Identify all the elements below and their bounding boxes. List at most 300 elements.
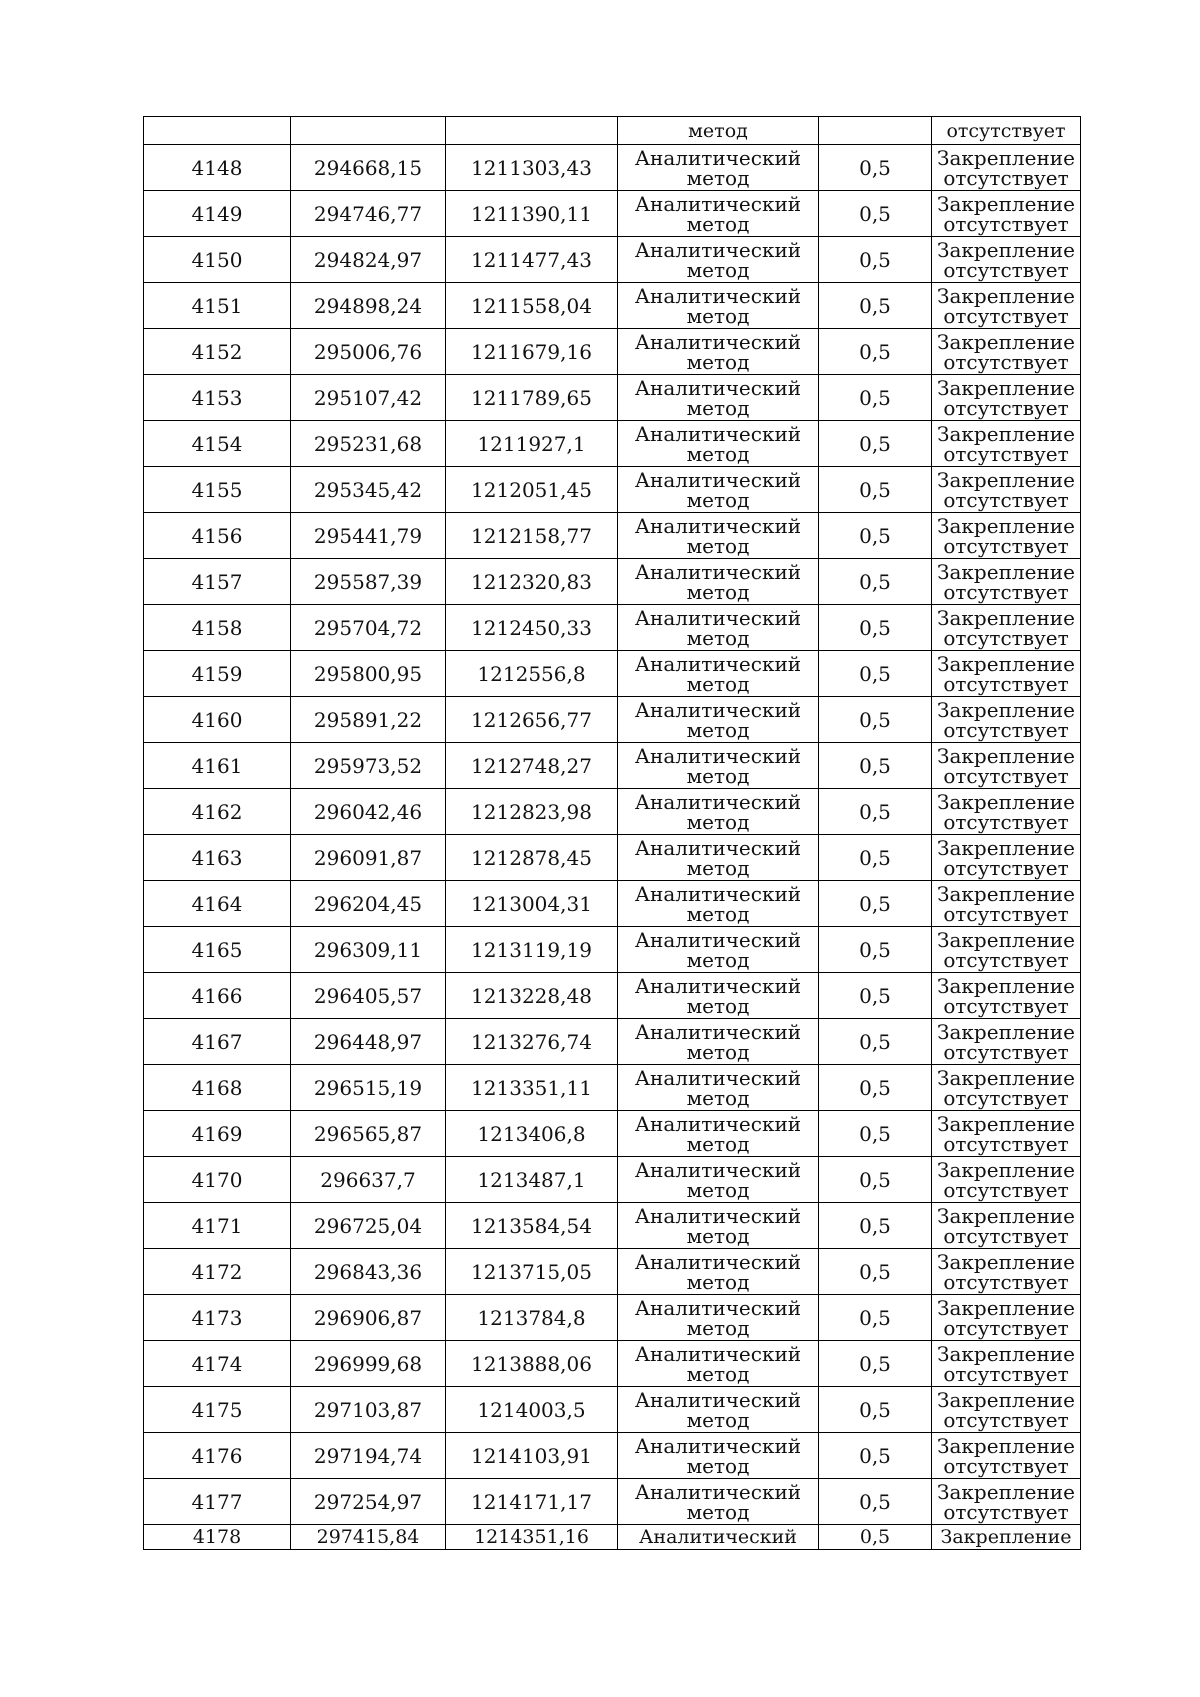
method-cell — [618, 1065, 819, 1111]
fixing-line-1: Закрепление — [937, 1249, 1075, 1274]
method-line-1: Аналитический — [634, 1111, 802, 1136]
y-coordinate-cell: 1213351,11 — [446, 1065, 618, 1111]
fixing-line-1: Закрепление — [937, 1341, 1075, 1366]
point-number-cell: 4155 — [144, 467, 291, 513]
x-coordinate-cell: 294668,15 — [291, 145, 446, 191]
y-coordinate-cell: 1212748,27 — [446, 743, 618, 789]
table-row — [144, 513, 1081, 559]
y-coordinate-cell: 1212158,77 — [446, 513, 618, 559]
method-line-2: метод — [686, 763, 750, 788]
x-coordinate-cell: 296091,87 — [291, 835, 446, 881]
accuracy-cell: 0,5 — [819, 697, 932, 743]
method-cell — [618, 467, 819, 513]
x-coordinate-cell: 295587,39 — [291, 559, 446, 605]
accuracy-cell: 0,5 — [819, 1341, 932, 1387]
y-coordinate-cell: 1214351,16 — [446, 1525, 618, 1550]
fixing-cell — [932, 927, 1081, 973]
x-coordinate-cell: 296843,36 — [291, 1249, 446, 1295]
x-coordinate-cell: 297103,87 — [291, 1387, 446, 1433]
method-line-2: метод — [686, 257, 750, 282]
fixing-line-1: Закрепление — [937, 1019, 1075, 1044]
fixing-line-1: Закрепление — [937, 421, 1075, 446]
fixing-cell — [932, 1295, 1081, 1341]
fixing-cell — [932, 605, 1081, 651]
x-coordinate-cell: 296042,46 — [291, 789, 446, 835]
fixing-line-2: отсутствует — [943, 1499, 1069, 1524]
method-cell — [618, 1433, 819, 1479]
fixing-line-2: отсутствует — [943, 993, 1069, 1018]
table-row — [144, 191, 1081, 237]
method-line-2: метод — [686, 303, 750, 328]
x-coordinate-cell: 295973,52 — [291, 743, 446, 789]
fixing-cell — [932, 513, 1081, 559]
y-coordinate-cell: 1211927,1 — [446, 421, 618, 467]
method-line-1: Аналитический — [634, 283, 802, 308]
method-cell — [618, 513, 819, 559]
method-line-2: метод — [686, 717, 750, 742]
point-number-cell: 4169 — [144, 1111, 291, 1157]
table-row — [144, 145, 1081, 191]
method-line-1: Аналитический — [634, 375, 802, 400]
fixing-line-1: Закрепление — [937, 651, 1075, 676]
method-line-1: Аналитический — [634, 605, 802, 630]
table-row-last — [144, 1525, 1081, 1550]
point-number-cell: 4165 — [144, 927, 291, 973]
fixing-line-1: Закрепление — [937, 1295, 1075, 1320]
method-line-2: метод — [686, 901, 750, 926]
fixing-line-1: Закрепление — [937, 1203, 1075, 1228]
method-line-2: метод — [686, 855, 750, 880]
fixing-line-2: отсутствует — [943, 671, 1069, 696]
fixing-cell: отсутствует — [932, 117, 1081, 145]
accuracy-cell: 0,5 — [819, 559, 932, 605]
accuracy-cell: 0,5 — [819, 421, 932, 467]
table-row — [144, 1295, 1081, 1341]
method-cell — [618, 835, 819, 881]
accuracy-cell: 0,5 — [819, 881, 932, 927]
fixing-line-1: Закрепление — [937, 513, 1075, 538]
table-row — [144, 881, 1081, 927]
point-number-cell: 4150 — [144, 237, 291, 283]
fixing-cell — [932, 743, 1081, 789]
accuracy-cell: 0,5 — [819, 237, 932, 283]
table-row — [144, 1341, 1081, 1387]
point-number-cell: 4151 — [144, 283, 291, 329]
fixing-line-2: отсутствует — [943, 211, 1069, 236]
table-row — [144, 835, 1081, 881]
y-coordinate-cell: 1213888,06 — [446, 1341, 618, 1387]
point-number-cell: 4176 — [144, 1433, 291, 1479]
fixing-line-2: отсутствует — [943, 901, 1069, 926]
fixing-cell — [932, 1341, 1081, 1387]
method-cell — [618, 927, 819, 973]
method-line-1: Аналитический — [634, 881, 802, 906]
fixing-cell — [932, 973, 1081, 1019]
fixing-line-1: Закрепление — [937, 743, 1075, 768]
fixing-cell — [932, 421, 1081, 467]
method-line-1: Аналитический — [634, 1203, 802, 1228]
method-line-1: Аналитический — [634, 145, 802, 170]
fixing-line-2: отсутствует — [943, 395, 1069, 420]
method-cell — [618, 789, 819, 835]
method-cell — [618, 1387, 819, 1433]
fixing-line-2: отсутствует — [943, 1039, 1069, 1064]
method-line-2: метод — [686, 809, 750, 834]
method-line-1: Аналитический — [634, 513, 802, 538]
method-line-1: Аналитический — [634, 973, 802, 998]
method-cell — [618, 973, 819, 1019]
fixing-cell — [932, 467, 1081, 513]
fixing-line-1: Закрепление — [937, 559, 1075, 584]
fixing-cell — [932, 881, 1081, 927]
y-coordinate-cell: 1211558,04 — [446, 283, 618, 329]
y-coordinate-cell: 1211390,11 — [446, 191, 618, 237]
method-line-1: Аналитический — [634, 789, 802, 814]
point-number-cell: 4149 — [144, 191, 291, 237]
fixing-cell — [932, 1479, 1081, 1525]
method-line-1: Аналитический — [634, 835, 802, 860]
table-row — [144, 283, 1081, 329]
fixing-line-2: отсутствует — [943, 441, 1069, 466]
fixing-line-2: отсутствует — [943, 487, 1069, 512]
method-cell — [618, 145, 819, 191]
method-line-2: метод — [686, 1361, 750, 1386]
method-line-1: Аналитический — [634, 1433, 802, 1458]
table-row — [144, 1479, 1081, 1525]
method-cell — [618, 1203, 819, 1249]
method-line-2: метод — [686, 1177, 750, 1202]
fixing-line-2: отсутствует — [943, 257, 1069, 282]
method-cell — [618, 191, 819, 237]
table-row — [144, 605, 1081, 651]
fixing-line-2: отсутствует — [943, 1315, 1069, 1340]
x-coordinate-cell: 296999,68 — [291, 1341, 446, 1387]
fixing-line-1: Закрепление — [937, 467, 1075, 492]
y-coordinate-cell: 1213715,05 — [446, 1249, 618, 1295]
fixing-cell — [932, 697, 1081, 743]
x-coordinate-cell: 296637,7 — [291, 1157, 446, 1203]
method-cell — [618, 1295, 819, 1341]
table-row — [144, 1019, 1081, 1065]
accuracy-cell: 0,5 — [819, 1157, 932, 1203]
accuracy-cell: 0,5 — [819, 1019, 932, 1065]
x-coordinate-cell: 296405,57 — [291, 973, 446, 1019]
fixing-cell — [932, 1019, 1081, 1065]
table-row — [144, 927, 1081, 973]
method-line-1: Аналитический — [634, 1065, 802, 1090]
fixing-line-2: отсутствует — [943, 809, 1069, 834]
accuracy-cell: 0,5 — [819, 1203, 932, 1249]
table-row — [144, 1157, 1081, 1203]
point-number-cell: 4164 — [144, 881, 291, 927]
x-coordinate-cell: 296565,87 — [291, 1111, 446, 1157]
y-coordinate-cell — [446, 117, 618, 145]
fixing-cell — [932, 1157, 1081, 1203]
y-coordinate-cell: 1211789,65 — [446, 375, 618, 421]
method-cell — [618, 651, 819, 697]
fixing-line-1: Закрепление — [937, 1157, 1075, 1182]
accuracy-cell: 0,5 — [819, 605, 932, 651]
fixing-line-2: отсутствует — [943, 303, 1069, 328]
fixing-line-2: отсутствует — [943, 1131, 1069, 1156]
method-line-1: Аналитический — [634, 697, 802, 722]
point-number-cell: 4177 — [144, 1479, 291, 1525]
method-line-1: Аналитический — [634, 1157, 802, 1182]
method-line-1: Аналитический — [634, 421, 802, 446]
fixing-line-2: отсутствует — [943, 349, 1069, 374]
point-number-cell: 4152 — [144, 329, 291, 375]
method-line-1: Аналитический — [634, 1341, 802, 1366]
table-row — [144, 237, 1081, 283]
x-coordinate-cell: 294824,97 — [291, 237, 446, 283]
accuracy-cell: 0,5 — [819, 835, 932, 881]
method-line-2: метод — [686, 211, 750, 236]
coordinates-table-body — [144, 117, 1081, 1550]
point-number-cell: 4154 — [144, 421, 291, 467]
x-coordinate-cell: 295107,42 — [291, 375, 446, 421]
y-coordinate-cell: 1211477,43 — [446, 237, 618, 283]
accuracy-cell: 0,5 — [819, 789, 932, 835]
fixing-line-1: Закрепление — [937, 1387, 1075, 1412]
accuracy-cell: 0,5 — [819, 283, 932, 329]
fixing-cell — [932, 191, 1081, 237]
y-coordinate-cell: 1211679,16 — [446, 329, 618, 375]
x-coordinate-cell: 295704,72 — [291, 605, 446, 651]
method-line-2: метод — [686, 165, 750, 190]
point-number-cell: 4160 — [144, 697, 291, 743]
point-number-cell: 4167 — [144, 1019, 291, 1065]
accuracy-cell: 0,5 — [819, 375, 932, 421]
table-row — [144, 651, 1081, 697]
x-coordinate-cell: 296725,04 — [291, 1203, 446, 1249]
method-cell — [618, 1157, 819, 1203]
table-row — [144, 1203, 1081, 1249]
x-coordinate-cell: 295441,79 — [291, 513, 446, 559]
method-line-2: метод — [686, 671, 750, 696]
x-coordinate-cell: 296906,87 — [291, 1295, 446, 1341]
accuracy-cell: 0,5 — [819, 467, 932, 513]
fixing-line-2: отсутствует — [943, 625, 1069, 650]
y-coordinate-cell: 1214003,5 — [446, 1387, 618, 1433]
y-coordinate-cell: 1214103,91 — [446, 1433, 618, 1479]
method-line-2: метод — [686, 1131, 750, 1156]
method-cell — [618, 697, 819, 743]
method-line-1: Аналитический — [634, 1295, 802, 1320]
point-number-cell: 4157 — [144, 559, 291, 605]
table-row-continued — [144, 117, 1081, 145]
fixing-cell — [932, 1065, 1081, 1111]
y-coordinate-cell: 1212450,33 — [446, 605, 618, 651]
fixing-line-2: отсутствует — [943, 533, 1069, 558]
y-coordinate-cell: 1214171,17 — [446, 1479, 618, 1525]
method-line-1: Аналитический — [634, 927, 802, 952]
method-line-2: метод — [686, 1407, 750, 1432]
method-cell — [618, 1019, 819, 1065]
point-number-cell: 4159 — [144, 651, 291, 697]
y-coordinate-cell: 1213119,19 — [446, 927, 618, 973]
x-coordinate-cell: 297194,74 — [291, 1433, 446, 1479]
fixing-cell — [932, 789, 1081, 835]
method-line-1: Аналитический — [634, 1479, 802, 1504]
method-cell — [618, 375, 819, 421]
method-line-2: метод — [686, 487, 750, 512]
method-cell — [618, 421, 819, 467]
y-coordinate-cell: 1213004,31 — [446, 881, 618, 927]
method-cell — [618, 1111, 819, 1157]
table-row — [144, 789, 1081, 835]
fixing-line-1: Закрепление — [937, 697, 1075, 722]
y-coordinate-cell: 1212051,45 — [446, 467, 618, 513]
method-line-2: метод — [686, 993, 750, 1018]
fixing-line-1: Закрепление — [937, 375, 1075, 400]
method-line-1: Аналитический — [634, 329, 802, 354]
y-coordinate-cell: 1213584,54 — [446, 1203, 618, 1249]
x-coordinate-cell: 294746,77 — [291, 191, 446, 237]
method-cell: Аналитический — [618, 1525, 819, 1550]
fixing-line-2: отсутствует — [943, 1361, 1069, 1386]
point-number-cell: 4174 — [144, 1341, 291, 1387]
x-coordinate-cell: 296448,97 — [291, 1019, 446, 1065]
method-line-1: Аналитический — [634, 237, 802, 262]
table-row — [144, 467, 1081, 513]
point-number-cell: 4166 — [144, 973, 291, 1019]
fixing-cell — [932, 1203, 1081, 1249]
table-row — [144, 743, 1081, 789]
accuracy-cell: 0,5 — [819, 191, 932, 237]
point-number-cell: 4148 — [144, 145, 291, 191]
fixing-cell — [932, 651, 1081, 697]
fixing-cell — [932, 1433, 1081, 1479]
y-coordinate-cell: 1213784,8 — [446, 1295, 618, 1341]
fixing-line-1: Закрепление — [937, 1433, 1075, 1458]
fixing-line-1: Закрепление — [937, 1065, 1075, 1090]
method-line-2: метод — [686, 625, 750, 650]
fixing-line-2: отсутствует — [943, 1407, 1069, 1432]
fixing-cell — [932, 559, 1081, 605]
y-coordinate-cell: 1213406,8 — [446, 1111, 618, 1157]
method-line-2: метод — [686, 1039, 750, 1064]
fixing-cell — [932, 1249, 1081, 1295]
method-cell — [618, 237, 819, 283]
accuracy-cell: 0,5 — [819, 1249, 932, 1295]
point-number-cell: 4163 — [144, 835, 291, 881]
method-line-2: метод — [686, 1453, 750, 1478]
table-row — [144, 1433, 1081, 1479]
accuracy-cell: 0,5 — [819, 1295, 932, 1341]
method-cell — [618, 1249, 819, 1295]
method-line-1: Аналитический — [634, 651, 802, 676]
fixing-line-1: Закрепление — [937, 1479, 1075, 1504]
accuracy-cell: 0,5 — [819, 973, 932, 1019]
x-coordinate-cell: 297254,97 — [291, 1479, 446, 1525]
y-coordinate-cell: 1212878,45 — [446, 835, 618, 881]
fixing-cell — [932, 1111, 1081, 1157]
method-cell — [618, 743, 819, 789]
fixing-line-2: отсутствует — [943, 165, 1069, 190]
y-coordinate-cell: 1213276,74 — [446, 1019, 618, 1065]
method-cell — [618, 329, 819, 375]
method-cell — [618, 605, 819, 651]
x-coordinate-cell — [291, 117, 446, 145]
point-number-cell: 4170 — [144, 1157, 291, 1203]
method-cell — [618, 559, 819, 605]
fixing-line-2: отсутствует — [943, 717, 1069, 742]
fixing-line-1: Закрепление — [937, 789, 1075, 814]
table-row — [144, 697, 1081, 743]
fixing-line-2: отсутствует — [943, 579, 1069, 604]
accuracy-cell: 0,5 — [819, 1111, 932, 1157]
fixing-line-1: Закрепление — [937, 927, 1075, 952]
method-line-2: метод — [686, 395, 750, 420]
fixing-line-2: отсутствует — [943, 763, 1069, 788]
x-coordinate-cell: 296515,19 — [291, 1065, 446, 1111]
fixing-line-1: Закрепление — [937, 1111, 1075, 1136]
fixing-line-1: Закрепление — [937, 881, 1075, 906]
accuracy-cell: 0,5 — [819, 329, 932, 375]
point-number-cell: 4158 — [144, 605, 291, 651]
table-row — [144, 421, 1081, 467]
y-coordinate-cell: 1213228,48 — [446, 973, 618, 1019]
point-number-cell: 4156 — [144, 513, 291, 559]
point-number-cell: 4173 — [144, 1295, 291, 1341]
point-number-cell — [144, 117, 291, 145]
table-row — [144, 329, 1081, 375]
method-line-2: метод — [686, 1499, 750, 1524]
method-line-1: Аналитический — [634, 1249, 802, 1274]
x-coordinate-cell: 294898,24 — [291, 283, 446, 329]
method-line-1: Аналитический — [634, 191, 802, 216]
method-line-1: Аналитический — [634, 743, 802, 768]
fixing-cell — [932, 375, 1081, 421]
method-line-1: Аналитический — [634, 1019, 802, 1044]
x-coordinate-cell: 296309,11 — [291, 927, 446, 973]
fixing-line-2: отсутствует — [943, 1223, 1069, 1248]
accuracy-cell: 0,5 — [819, 651, 932, 697]
fixing-cell — [932, 835, 1081, 881]
point-number-cell: 4162 — [144, 789, 291, 835]
fixing-line-1: Закрепление — [937, 605, 1075, 630]
accuracy-cell: 0,5 — [819, 513, 932, 559]
fixing-line-1: Закрепление — [937, 237, 1075, 262]
y-coordinate-cell: 1212320,83 — [446, 559, 618, 605]
fixing-line-1: Закрепление — [937, 283, 1075, 308]
coordinates-table — [143, 116, 1081, 1550]
table-row — [144, 973, 1081, 1019]
x-coordinate-cell: 295800,95 — [291, 651, 446, 697]
accuracy-cell: 0,5 — [819, 1525, 932, 1550]
y-coordinate-cell: 1211303,43 — [446, 145, 618, 191]
accuracy-cell — [819, 117, 932, 145]
method-line-2: метод — [686, 947, 750, 972]
accuracy-cell: 0,5 — [819, 927, 932, 973]
table-row — [144, 1249, 1081, 1295]
fixing-cell — [932, 145, 1081, 191]
point-number-cell: 4168 — [144, 1065, 291, 1111]
table-row — [144, 559, 1081, 605]
x-coordinate-cell: 297415,84 — [291, 1525, 446, 1550]
method-cell — [618, 283, 819, 329]
point-number-cell: 4161 — [144, 743, 291, 789]
x-coordinate-cell: 295231,68 — [291, 421, 446, 467]
fixing-cell: Закрепление — [932, 1525, 1081, 1550]
method-cell — [618, 881, 819, 927]
fixing-line-2: отсутствует — [943, 1453, 1069, 1478]
point-number-cell: 4175 — [144, 1387, 291, 1433]
x-coordinate-cell: 295891,22 — [291, 697, 446, 743]
method-line-2: метод — [686, 579, 750, 604]
method-line-2: метод — [686, 441, 750, 466]
fixing-line-1: Закрепление — [937, 145, 1075, 170]
